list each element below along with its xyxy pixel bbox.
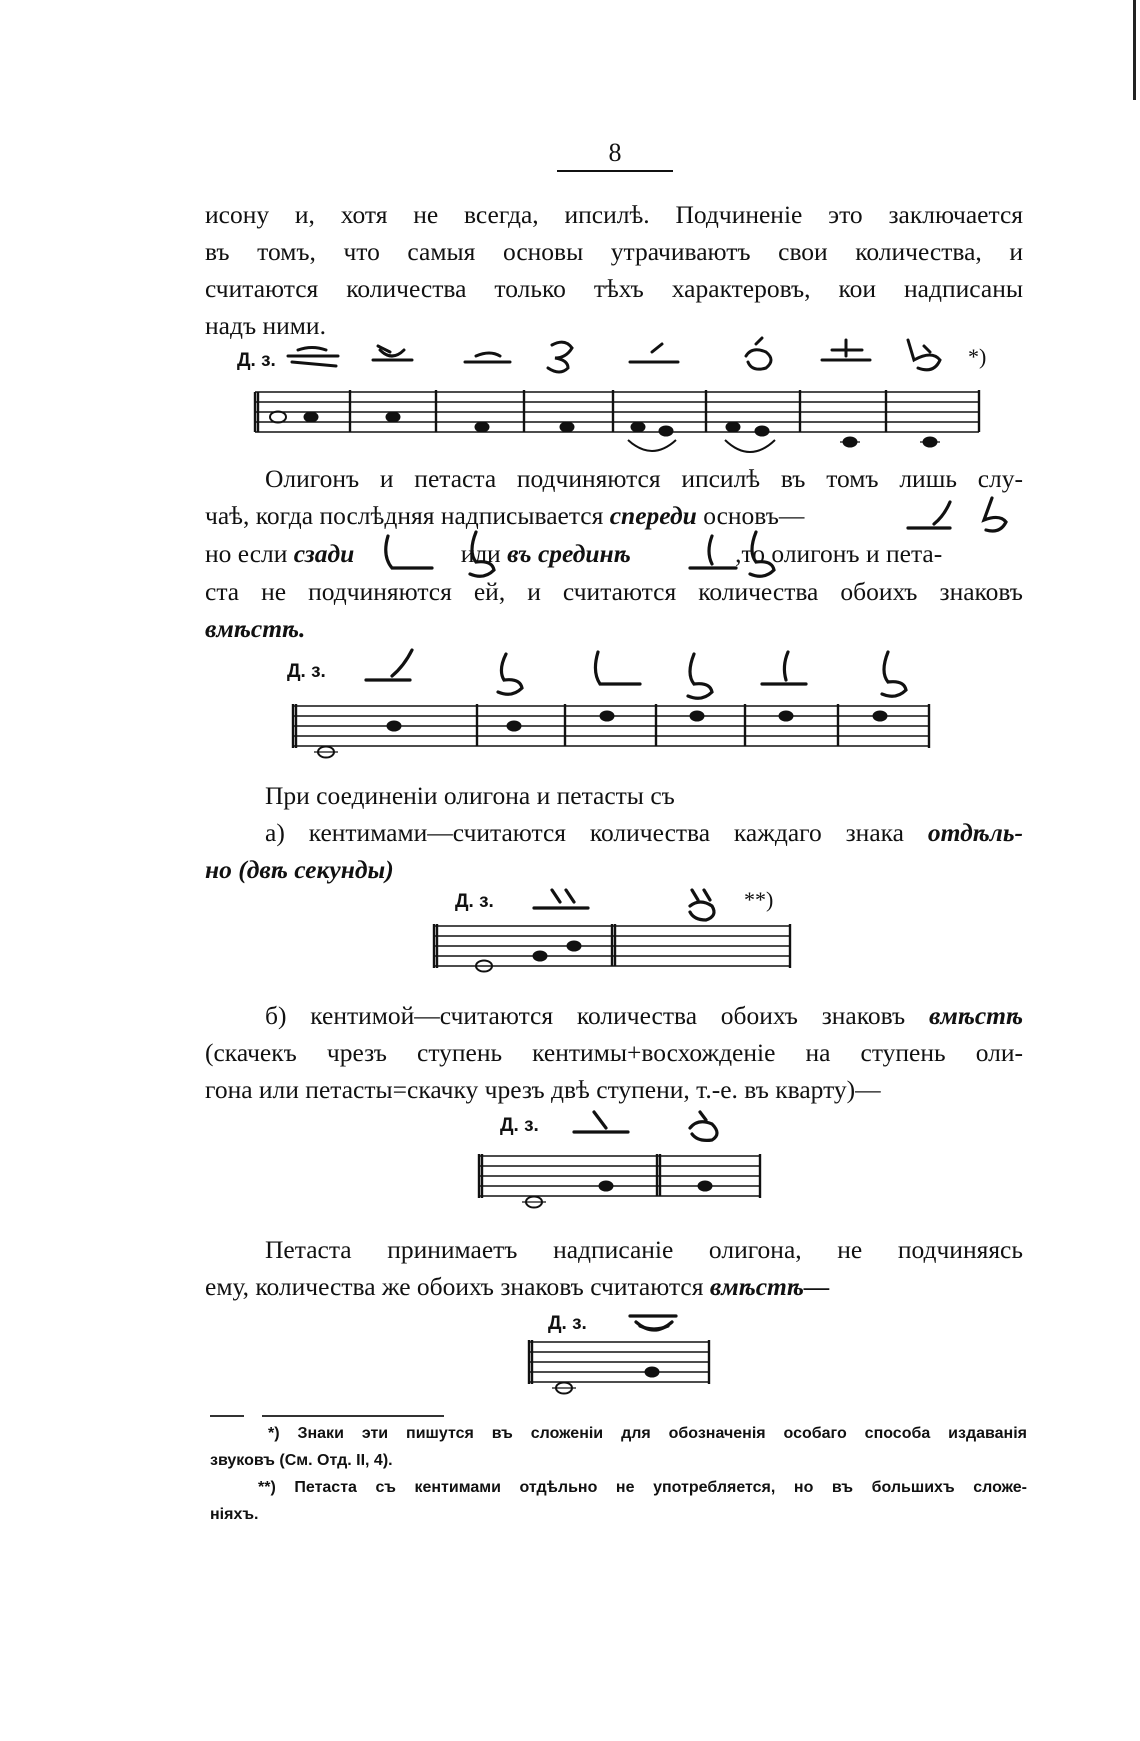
para5-line2-emph: вмѣстѣ—: [709, 1272, 830, 1301]
example4-label: Д. з.: [500, 1115, 539, 1136]
example3-label: Д. з.: [455, 891, 494, 912]
para3-line1: При соединеніи олигона и петасты съ: [265, 781, 675, 810]
footnote-1-line1: *) Знаки эти пишутся въ сложеніи для обозначенія особаго способа издаванія: [268, 1425, 1027, 1442]
para4-line3: гона или петасты=скачку чрезъ двѣ ступени, т.-е. въ кварту)—: [205, 1075, 881, 1104]
para2-line3-emph-behind: сзади: [293, 539, 355, 568]
para1-line2: въ томъ, что самыя основы утрачиваютъ свои количества, и: [205, 237, 1023, 266]
para2-line2-emph: спереди: [609, 501, 697, 530]
para3-line2-emph: отдѣль-: [927, 818, 1023, 847]
para3-line2-text: а) кентимами—считаются количества каждаго знака: [265, 818, 904, 847]
footnote-2-line1: **) Петаста съ кентимами отдѣльно не употребляется, но въ большихъ сложе-: [258, 1479, 1027, 1496]
footnote-2-line2: ніяхъ.: [210, 1506, 259, 1523]
para5-line1: Петаста принимаетъ надписаніе олигона, не подчиняясь: [265, 1235, 1023, 1264]
footnote-mark-2: **): [744, 887, 774, 912]
footnote-rule-short: [210, 1415, 244, 1417]
para1-line1: исону и, хотя не всегда, ипсилѣ. Подчиненіе это заключается: [205, 200, 1023, 229]
neume-5-1: [630, 1316, 676, 1330]
para1-line4: надъ ними.: [205, 311, 326, 340]
para2-line3-emph-middle: въ срединѣ: [507, 539, 631, 568]
para1-line3: считаются количества только тѣхъ характеровъ, кои надписаны: [205, 274, 1023, 303]
para2-line3-text-a: но если: [205, 539, 288, 568]
para2-line2-text-a: чаѣ, когда послѣдняя надписывается: [205, 501, 604, 530]
para2-line2-text-c: основъ—: [703, 501, 805, 530]
example1-label: Д. з.: [237, 350, 276, 371]
para5-line2-text: ему, количества же обоихъ знаковъ считаются: [205, 1272, 704, 1301]
footnote-rule-long: [262, 1415, 444, 1417]
para2-line4: ста не подчиняются ей, и считаются количества обоихъ знаковъ: [205, 577, 1023, 606]
page-number: 8: [608, 138, 622, 167]
footnote-1-line2: звуковъ (См. Отд. II, 4).: [210, 1452, 393, 1469]
para3-line3-emph: но (двѣ секунды): [205, 855, 394, 884]
example2-label: Д. з.: [287, 661, 326, 682]
para4-line2: (скачекъ чрезъ ступень кентимы+восхожденіе на ступень оли-: [205, 1038, 1023, 1067]
para2-line3-text-e: ,то олигонъ и пета-: [735, 539, 943, 568]
para4-line1-text: б) кентимой—считаются количества обоихъ знаковъ: [265, 1001, 906, 1030]
para4-line1-emph: вмѣстѣ: [928, 1001, 1023, 1030]
para2-line3-text-c: или: [460, 539, 501, 568]
para2-line1: Олигонъ и петаста подчиняются ипсилѣ въ томъ лишь слу-: [265, 464, 1023, 493]
para2-line5-emph: вмѣстѣ.: [205, 614, 306, 643]
example5-label: Д. з.: [548, 1313, 587, 1334]
footnote-mark-1: *): [968, 344, 987, 369]
